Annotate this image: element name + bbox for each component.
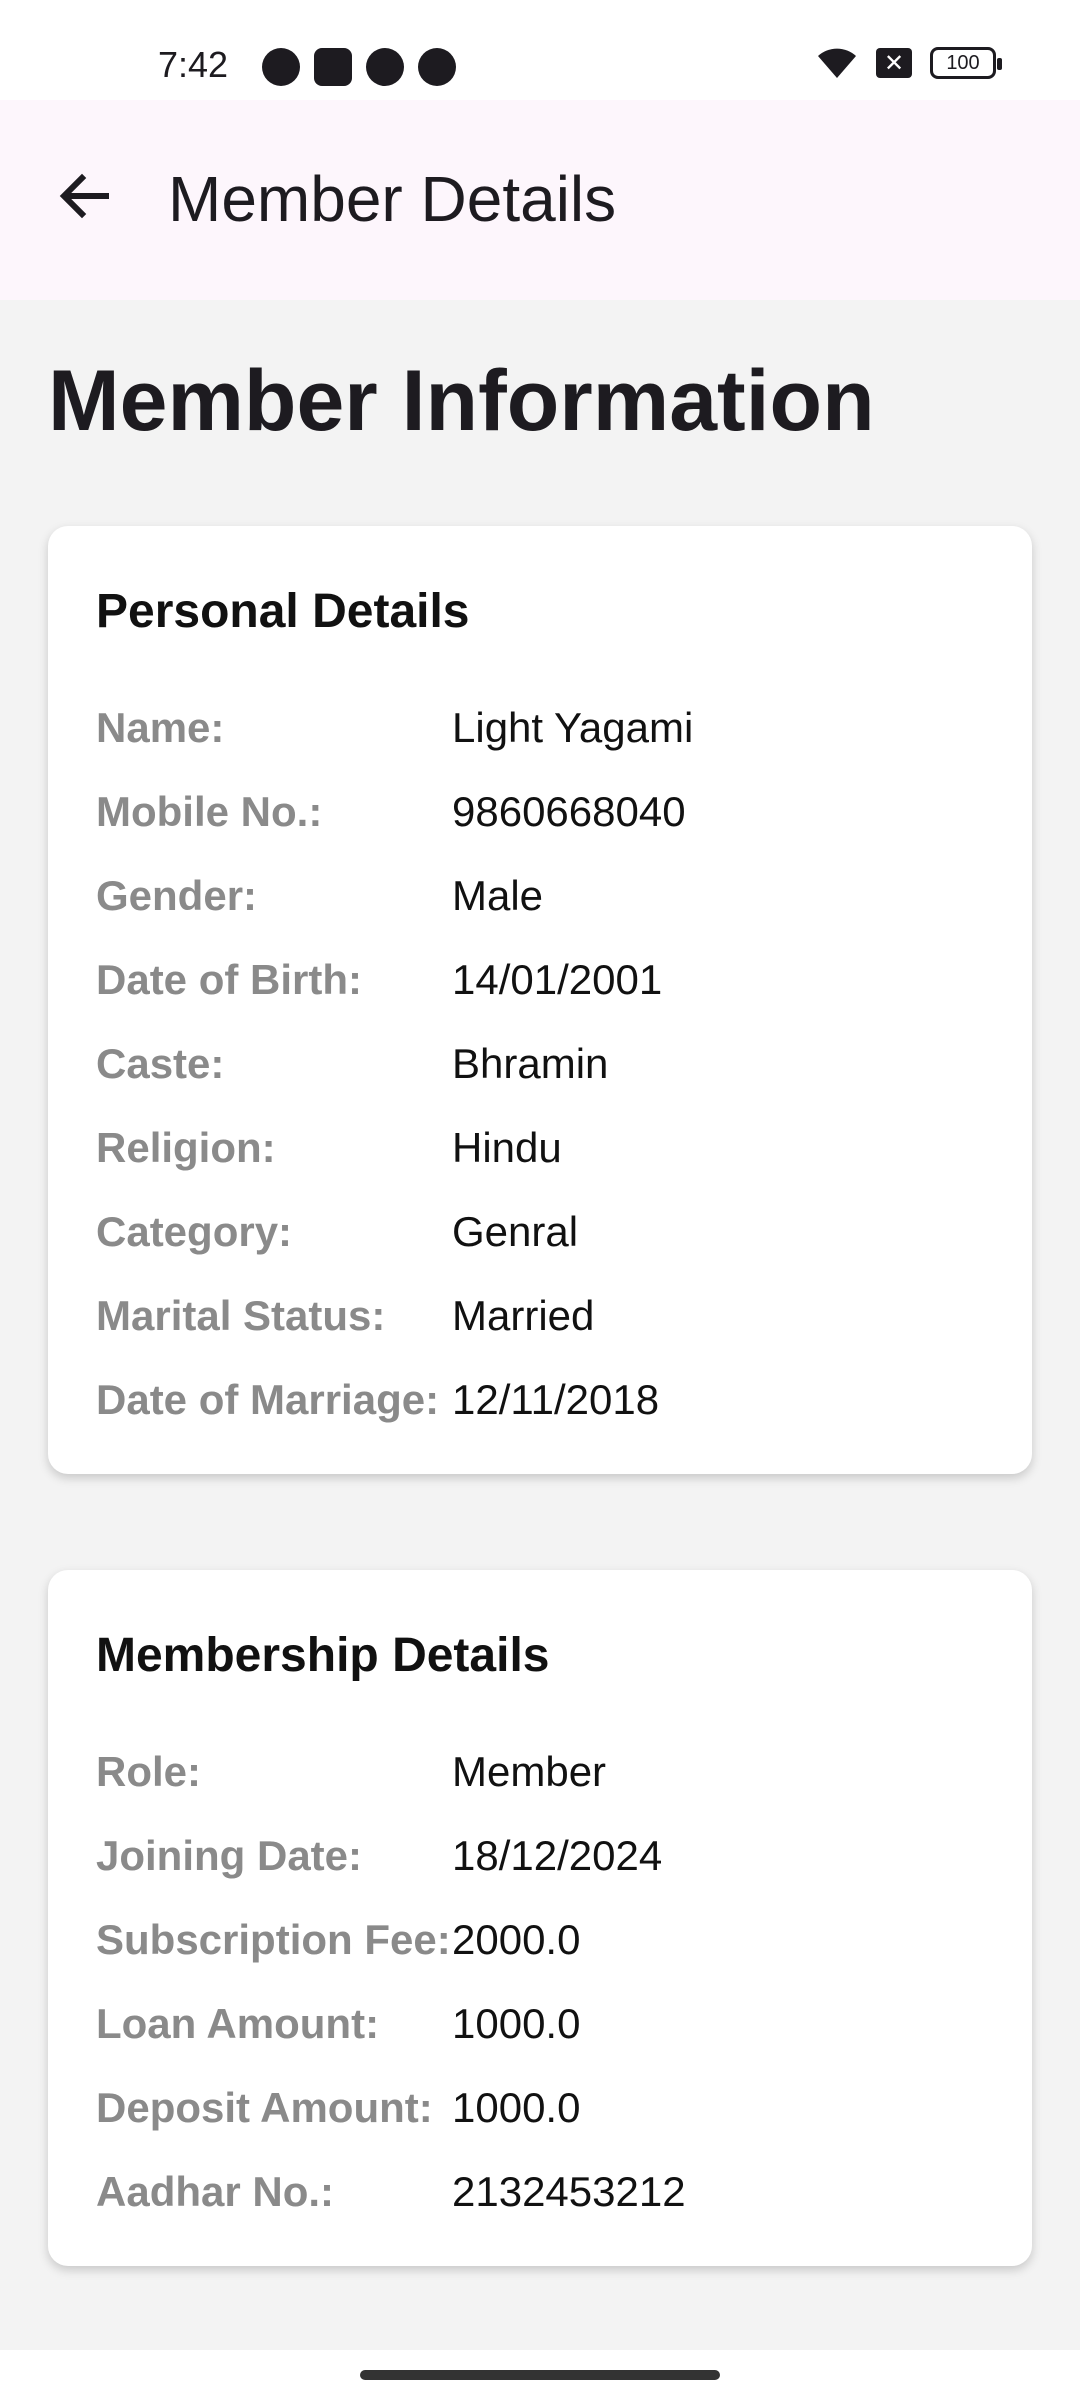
detail-value: Married [452,1292,595,1339]
detail-value: 1000.0 [452,2084,581,2131]
app-bar-title: Member Details [168,163,617,235]
detail-value: 14/01/2001 [452,956,663,1003]
detail-row [96,1358,693,1442]
club-crest-icon [418,48,456,86]
notification-icons [262,48,456,86]
status-bar [0,0,1080,100]
detail-row [96,1106,693,1190]
battery-level: 100 [946,51,980,74]
card-title: Membership Details [96,1629,550,1682]
detail-label: Subscription Fee: [96,1916,451,1963]
no-sim-icon: ✕ [876,48,912,78]
detail-row [96,854,693,938]
detail-label: Deposit Amount: [96,2084,433,2131]
back-button[interactable] [48,160,120,232]
detail-label: Mobile No.: [96,788,323,835]
detail-row [96,1898,686,1982]
system-icons [816,46,996,80]
detail-row [96,938,693,1022]
detail-value: Light Yagami [452,704,694,751]
detail-value: 12/11/2018 [452,1376,660,1423]
wifi-icon [816,46,858,80]
detail-label: Role: [96,1748,201,1795]
battery-icon [930,47,996,79]
personal-details-card [48,526,1032,1474]
detail-label: Loan Amount: [96,2000,380,2047]
detail-label: Name: [96,704,225,751]
detail-value: Male [452,872,544,919]
detail-value: 1000.0 [452,2000,581,2047]
membership-details-card [48,1570,1032,2266]
detail-row [96,2066,686,2150]
detail-value: 18/12/2024 [452,1832,663,1879]
detail-label: Date of Birth: [96,956,362,1003]
detail-value: Genral [452,1208,579,1255]
detail-row [96,1814,686,1898]
detail-label: Marital Status: [96,1292,386,1339]
detail-value: 2132453212 [452,2168,686,2215]
detail-row [96,2150,686,2234]
detail-label: Joining Date: [96,1832,363,1879]
detail-row [96,1274,693,1358]
detail-value: Hindu [452,1124,562,1171]
status-time: 7:42 [158,44,229,85]
detail-label: Gender: [96,872,258,919]
detail-label: Category: [96,1208,293,1255]
detail-row [96,1022,693,1106]
detail-label: Aadhar No.: [96,2168,335,2215]
card-title: Personal Details [96,585,470,638]
arrow-back-icon [56,168,112,224]
detail-value: 2000.0 [452,1916,581,1963]
detail-value: Member [452,1748,607,1795]
detail-row [96,1730,686,1814]
detail-value: 9860668040 [452,788,686,835]
reddit-icon [366,48,404,86]
detail-row [96,686,693,770]
detail-label: Religion: [96,1124,276,1171]
detail-label: Date of Marriage: [96,1376,440,1423]
home-indicator[interactable] [360,2370,720,2380]
detail-row [96,1982,686,2066]
detail-label: Caste: [96,1040,225,1087]
transit-icon [262,48,300,86]
detail-row [96,1190,693,1274]
detail-value: Bhramin [452,1040,609,1087]
app-notification-icon [314,48,352,86]
page-title: Member Information [48,353,875,449]
detail-row [96,770,693,854]
